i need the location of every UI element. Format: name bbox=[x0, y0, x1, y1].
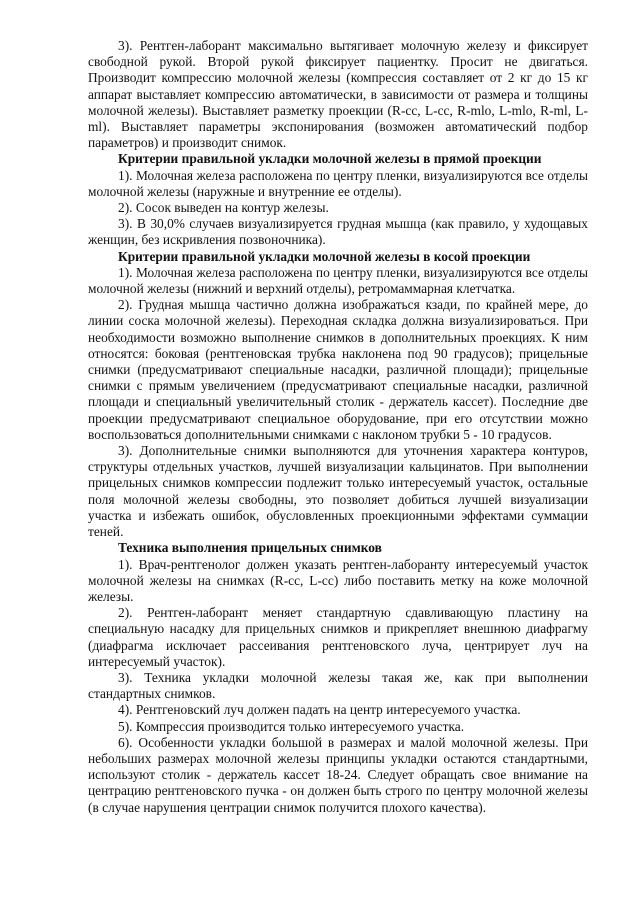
paragraph-direct-criterion-2: 2). Сосок выведен на контур железы. bbox=[118, 200, 329, 216]
paragraph-technique-6: 6). Особенности укладки большой в размерах и малой молочной железы. При небольших размерах молочной железы принципы укладки остаются стандартными, используют столик - держатель кассет 18-24. Следует обращать свое внимание на центрацию рентгеновского пучка - он должен быть строго по центру молочной железы (в случае нарушения центрации снимок получится плохого качества). bbox=[88, 734, 588, 815]
paragraph-oblique-criterion-2: 2). Грудная мышца частично должна изображаться кзади, по крайней мере, до линии соска молочной железы). Переходная складка должна визуализироваться. При необходимости возможно выполнение снимков в дополнительных проекциях. К ним относятся: боковая (рентгеновская трубка наклонена под 90 градусов); прицельные снимки (предусматривают специальные насадки, различной площади); прицельные снимки с прямым увеличением (предусматривают специальные насадки, различной площади и специальный увеличительный столик - держатель кассет). Последние две проекции предусматривают специальное оборудование, при его отсутствии можно воспользоваться дополнительными снимками с наклоном трубки 5 - 10 градусов. bbox=[88, 297, 588, 442]
heading-criteria-direct-projection: Критерии правильной укладки молочной железы в прямой проекции bbox=[118, 151, 542, 167]
paragraph-direct-criterion-3: 3). В 30,0% случаев визуализируется грудная мышца (как правило, у худощавых женщин, без искривления позвоночника). bbox=[88, 216, 588, 248]
paragraph-step-3-compression: 3). Рентген-лаборант максимально вытягивает молочную железу и фиксирует свободной рукой. Второй рукой фиксирует пациентку. Просит не двигаться. Производит компрессию молочной железы (компрессия составляет от 2 кг до 15 кг аппарат выставляет компрессию автоматически, в зависимости от размера и толщины молочной железы). Выставляет разметку проекции (R-cc, L-cc, R-mlo, L-mlo, R-ml, L-ml). Выставляет параметры экспонирования (возможен автоматический подбор параметров) и производит снимок. bbox=[88, 38, 588, 151]
paragraph-oblique-criterion-3: 3). Дополнительные снимки выполняются для уточнения характера контуров, структуры отдельных участков, лучшей визуализации кальцинатов. При выполнении прицельных снимков компрессии подлежит только интересуемый участок, остальные поля молочной железы свободны, это позволяет добиться лучшей визуализации участка и избежать ошибок, обусловленных проекционными эффектами суммации теней. bbox=[88, 443, 588, 540]
paragraph-technique-2: 2). Рентген-лаборант меняет стандартную сдавливающую пластину на специальную насадку для прицельных снимков и прикрепляет внешнюю диафрагму (диафрагма исключает рассеивания рентгеновского луча, центрирует луч на интересуемый участок). bbox=[88, 605, 588, 669]
paragraph-technique-3: 3). Техника укладки молочной железы такая же, как при выполнении стандартных снимков. bbox=[88, 669, 588, 702]
paragraph-technique-5: 5). Компрессия производится только интересуемого участка. bbox=[118, 718, 465, 734]
paragraph-technique-1: 1). Врач-рентгенолог должен указать рентген-лаборанту интересуемый участок молочной железы на снимках (R-cc, L-cc) либо поставить метку на коже молочной железы. bbox=[88, 556, 588, 604]
paragraph-direct-criterion-1: 1). Молочная железа расположена по центру пленки, визуализируются все отделы молочной железы (наружные и внутренние ее отделы). bbox=[88, 167, 588, 199]
heading-targeted-images-technique: Техника выполнения прицельных снимков bbox=[118, 540, 382, 556]
paragraph-technique-4: 4). Рентгеновский луч должен падать на центр интересуемого участка. bbox=[118, 702, 521, 718]
paragraph-oblique-criterion-1: 1). Молочная железа расположена по центру пленки, визуализируются все отделы молочной железы (нижний и верхний отделы), ретромаммарная клетчатка. bbox=[88, 264, 588, 297]
heading-criteria-oblique-projection: Критерии правильной укладки молочной железы в косой проекции bbox=[118, 248, 531, 264]
